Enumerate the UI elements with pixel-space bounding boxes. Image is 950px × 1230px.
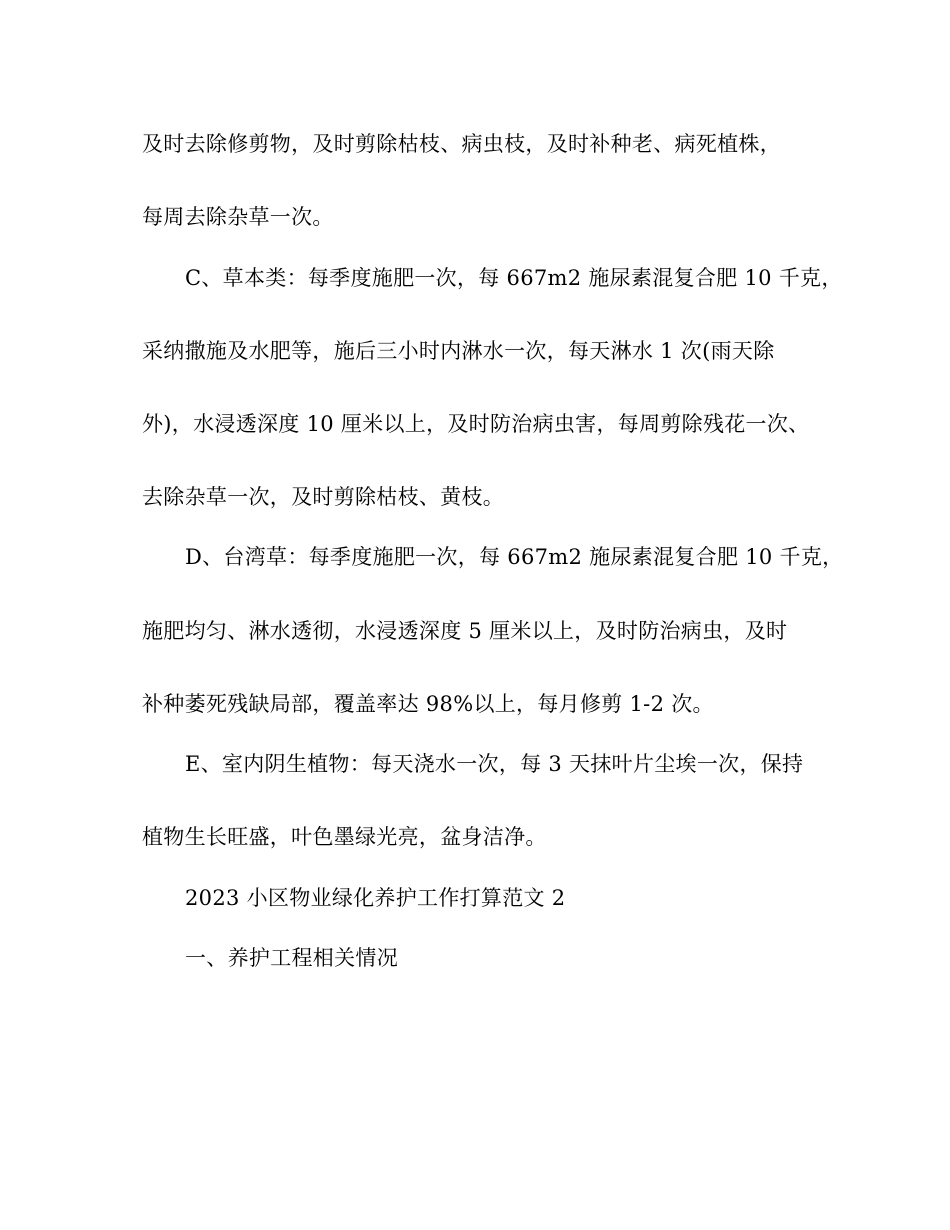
paragraph-line: 施肥均匀、淋水透彻，水浸透深度 5 厘米以上，及时防治病虫，及时 xyxy=(142,619,788,643)
paragraph-line: 及时去除修剪物，及时剪除枯枝、病虫枝，及时补种老、病死植株， xyxy=(142,132,781,156)
paragraph-line: 外)，水浸透深度 10 厘米以上，及时防治病虫害，每周剪除残花一次、 xyxy=(142,412,810,436)
section-title: 2023 小区物业绿化养护工作打算范文 2 xyxy=(185,886,566,910)
paragraph-line: 采纳撒施及水肥等，施后三小时内淋水一次，每天淋水 1 次(雨天除 xyxy=(142,339,775,363)
paragraph-line: C、草本类：每季度施肥一次，每 667m2 施尿素混复合肥 10 千克， xyxy=(185,266,843,290)
paragraph-line: E、室内阴生植物：每天浇水一次，每 3 天抹叶片尘埃一次，保持 xyxy=(185,752,804,776)
paragraph-line: D、台湾草：每季度施肥一次，每 667m2 施尿素混复合肥 10 千克， xyxy=(185,545,844,569)
paragraph-line: 补种萎死残缺局部，覆盖率达 98%以上，每月修剪 1-2 次。 xyxy=(142,692,714,716)
paragraph-line: 去除杂草一次，及时剪除枯枝、黄枝。 xyxy=(142,485,505,509)
paragraph-line: 植物生长旺盛，叶色墨绿光亮，盆身洁净。 xyxy=(142,825,547,849)
section-heading: 一、养护工程相关情况 xyxy=(185,946,398,970)
paragraph-line: 每周去除杂草一次。 xyxy=(142,205,334,229)
